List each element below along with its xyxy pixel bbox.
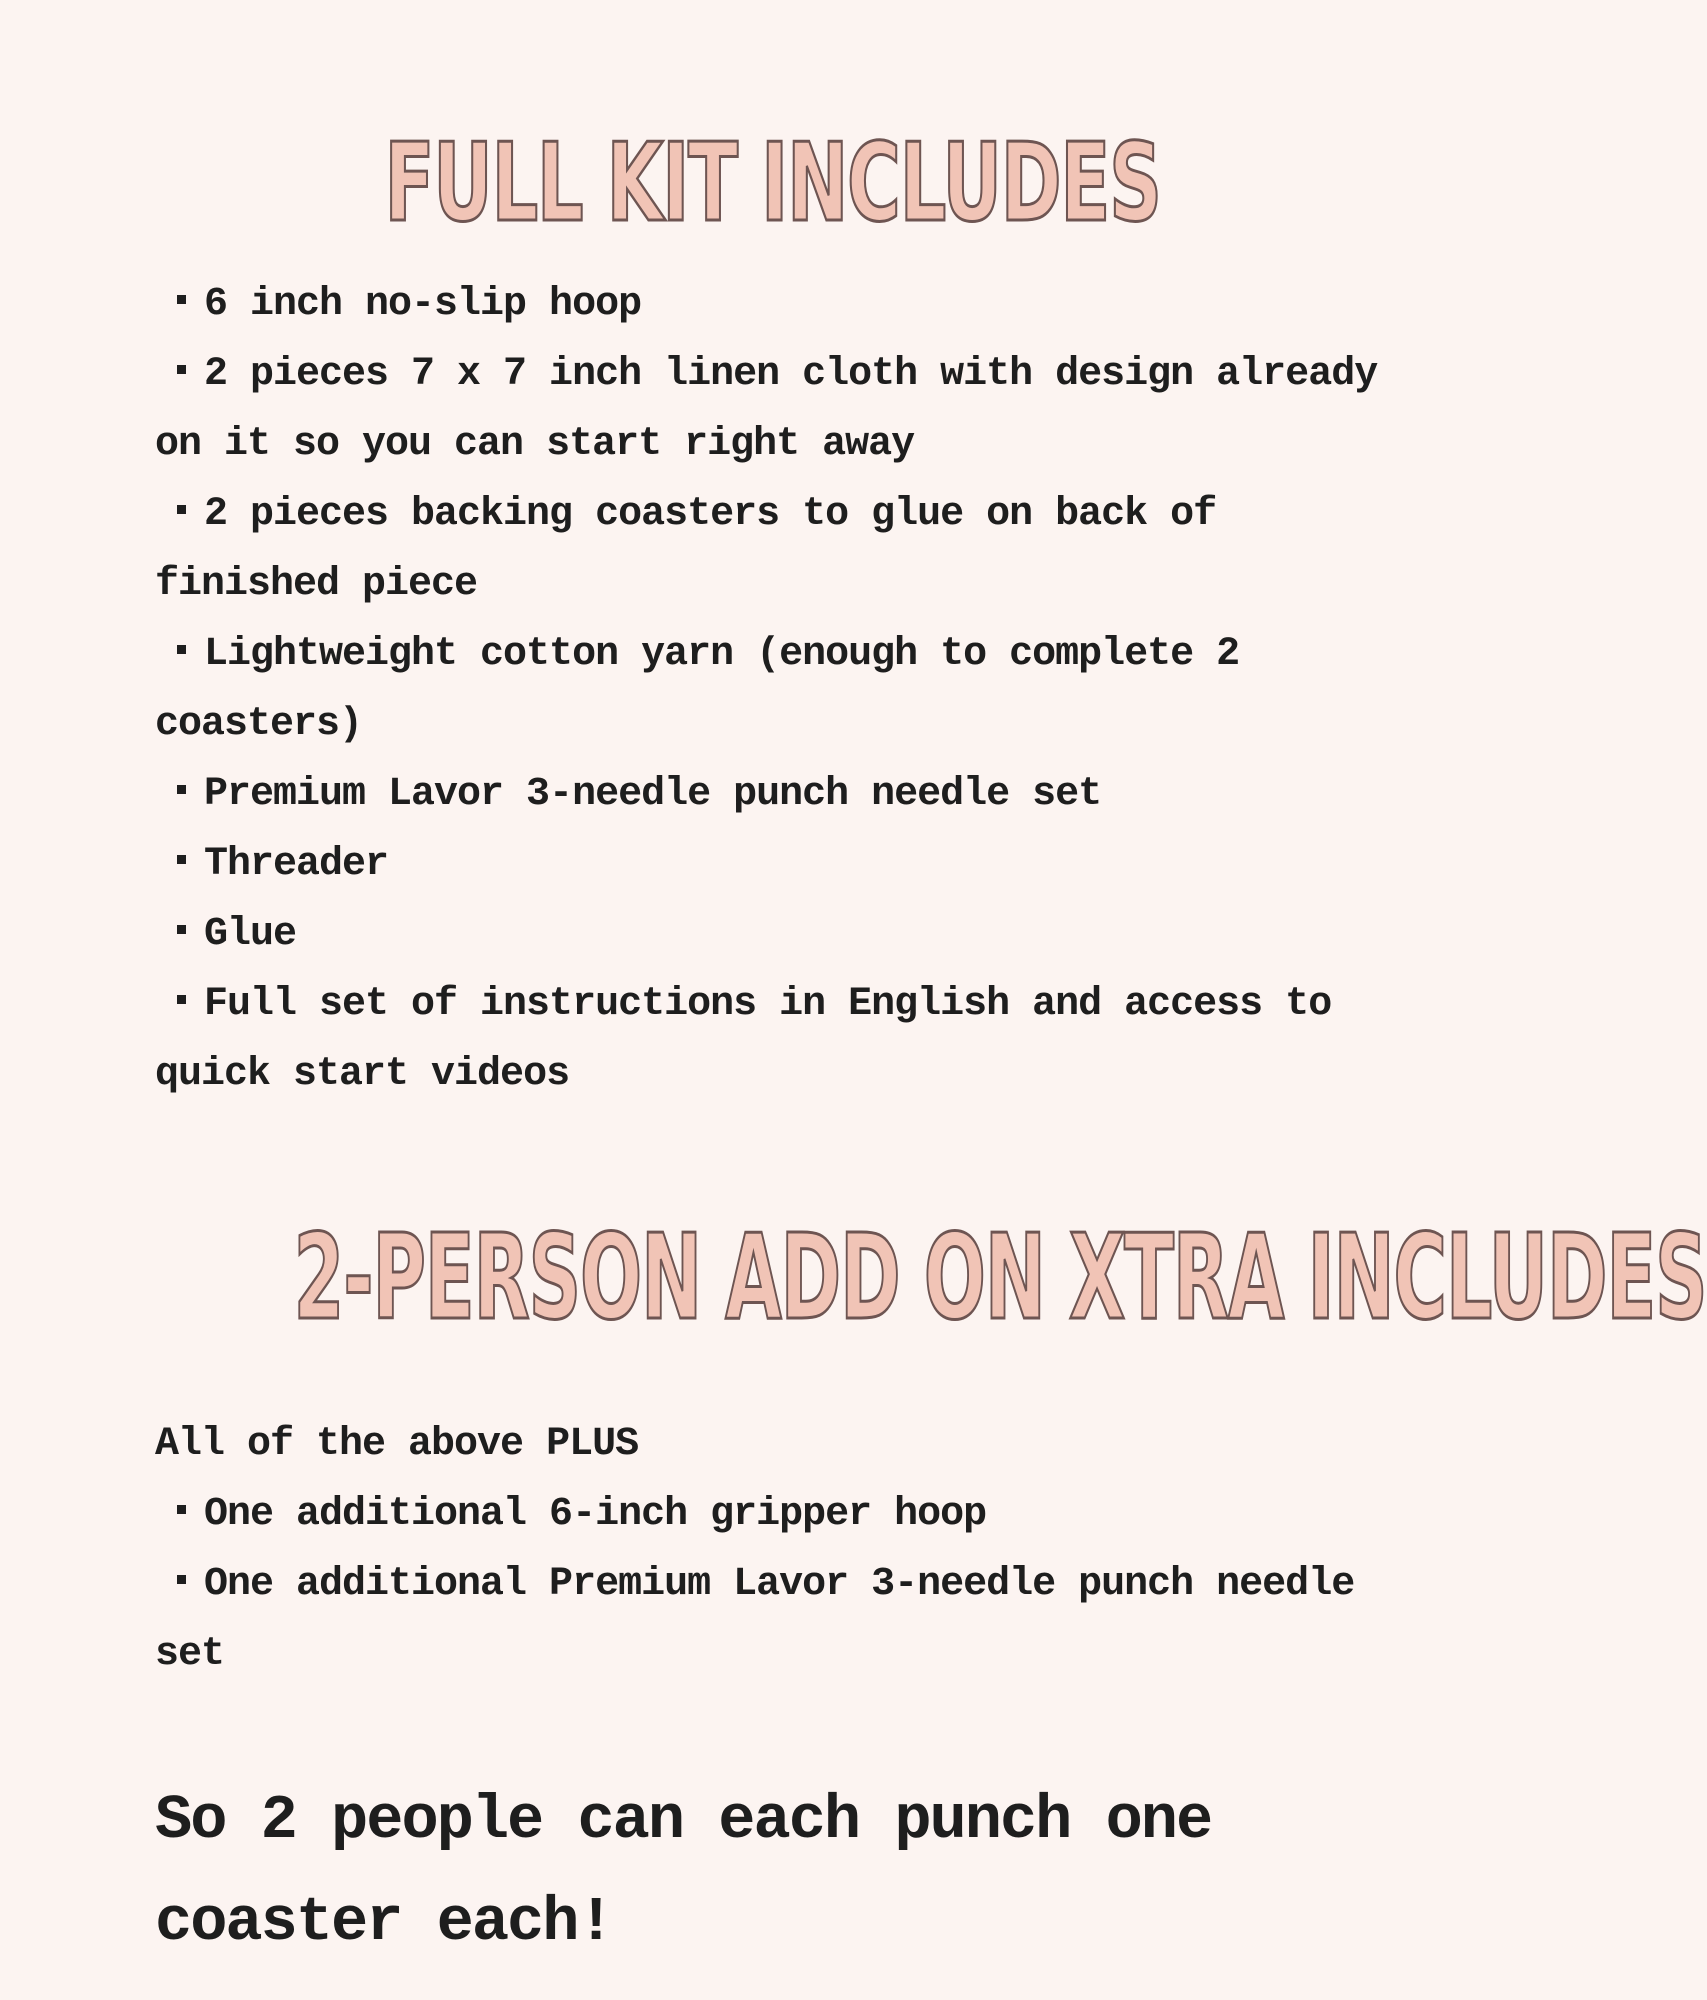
closing-statement: So 2 people can each punch one coaster each! bbox=[155, 1785, 1212, 1958]
list-item bbox=[155, 620, 1415, 760]
list-item bbox=[155, 900, 1415, 970]
add-on-intro bbox=[155, 1410, 1415, 1480]
full-kit-heading: FULL KIT INCLUDES bbox=[384, 121, 1161, 246]
list-item bbox=[155, 1550, 1415, 1690]
list-item-text: Threader bbox=[204, 842, 389, 887]
list-item-text: Lightweight cotton yarn (enough to complete 2 coasters) bbox=[155, 632, 1240, 747]
bullet-icon bbox=[177, 855, 186, 864]
list-item-text: Glue bbox=[204, 912, 297, 957]
list-item-text: 2 pieces 7 x 7 inch linen cloth with design already on it so you can start right away bbox=[155, 352, 1378, 467]
list-item bbox=[155, 480, 1415, 620]
list-item bbox=[155, 760, 1415, 830]
list-item bbox=[155, 1480, 1415, 1550]
list-item-text: One additional Premium Lavor 3-needle punch needle set bbox=[155, 1562, 1355, 1677]
list-item bbox=[155, 970, 1415, 1110]
bullet-icon bbox=[177, 785, 186, 794]
bullet-icon bbox=[177, 995, 186, 1004]
list-item-text: 2 pieces backing coasters to glue on back of finished piece bbox=[155, 492, 1217, 607]
full-kit-list bbox=[155, 270, 1415, 1110]
list-item-text: Premium Lavor 3-needle punch needle set bbox=[204, 772, 1102, 817]
add-on-intro-text: All of the above PLUS bbox=[155, 1422, 639, 1467]
list-item bbox=[155, 830, 1415, 900]
list-item-text: 6 inch no-slip hoop bbox=[204, 282, 642, 327]
bullet-icon bbox=[177, 925, 186, 934]
list-item bbox=[155, 270, 1415, 340]
list-item bbox=[155, 340, 1415, 480]
add-on-heading: 2-PERSON ADD ON XTRA INCLUDES bbox=[293, 1208, 1707, 1346]
list-item-text: Full set of instructions in English and access to quick start videos bbox=[155, 982, 1332, 1097]
bullet-icon bbox=[177, 645, 186, 654]
bullet-icon bbox=[177, 1575, 186, 1584]
add-on-list bbox=[155, 1410, 1415, 1690]
bullet-icon bbox=[177, 1505, 186, 1514]
bullet-icon bbox=[177, 295, 186, 304]
list-item-text: One additional 6-inch gripper hoop bbox=[204, 1492, 987, 1537]
bullet-icon bbox=[177, 365, 186, 374]
bullet-icon bbox=[177, 505, 186, 514]
